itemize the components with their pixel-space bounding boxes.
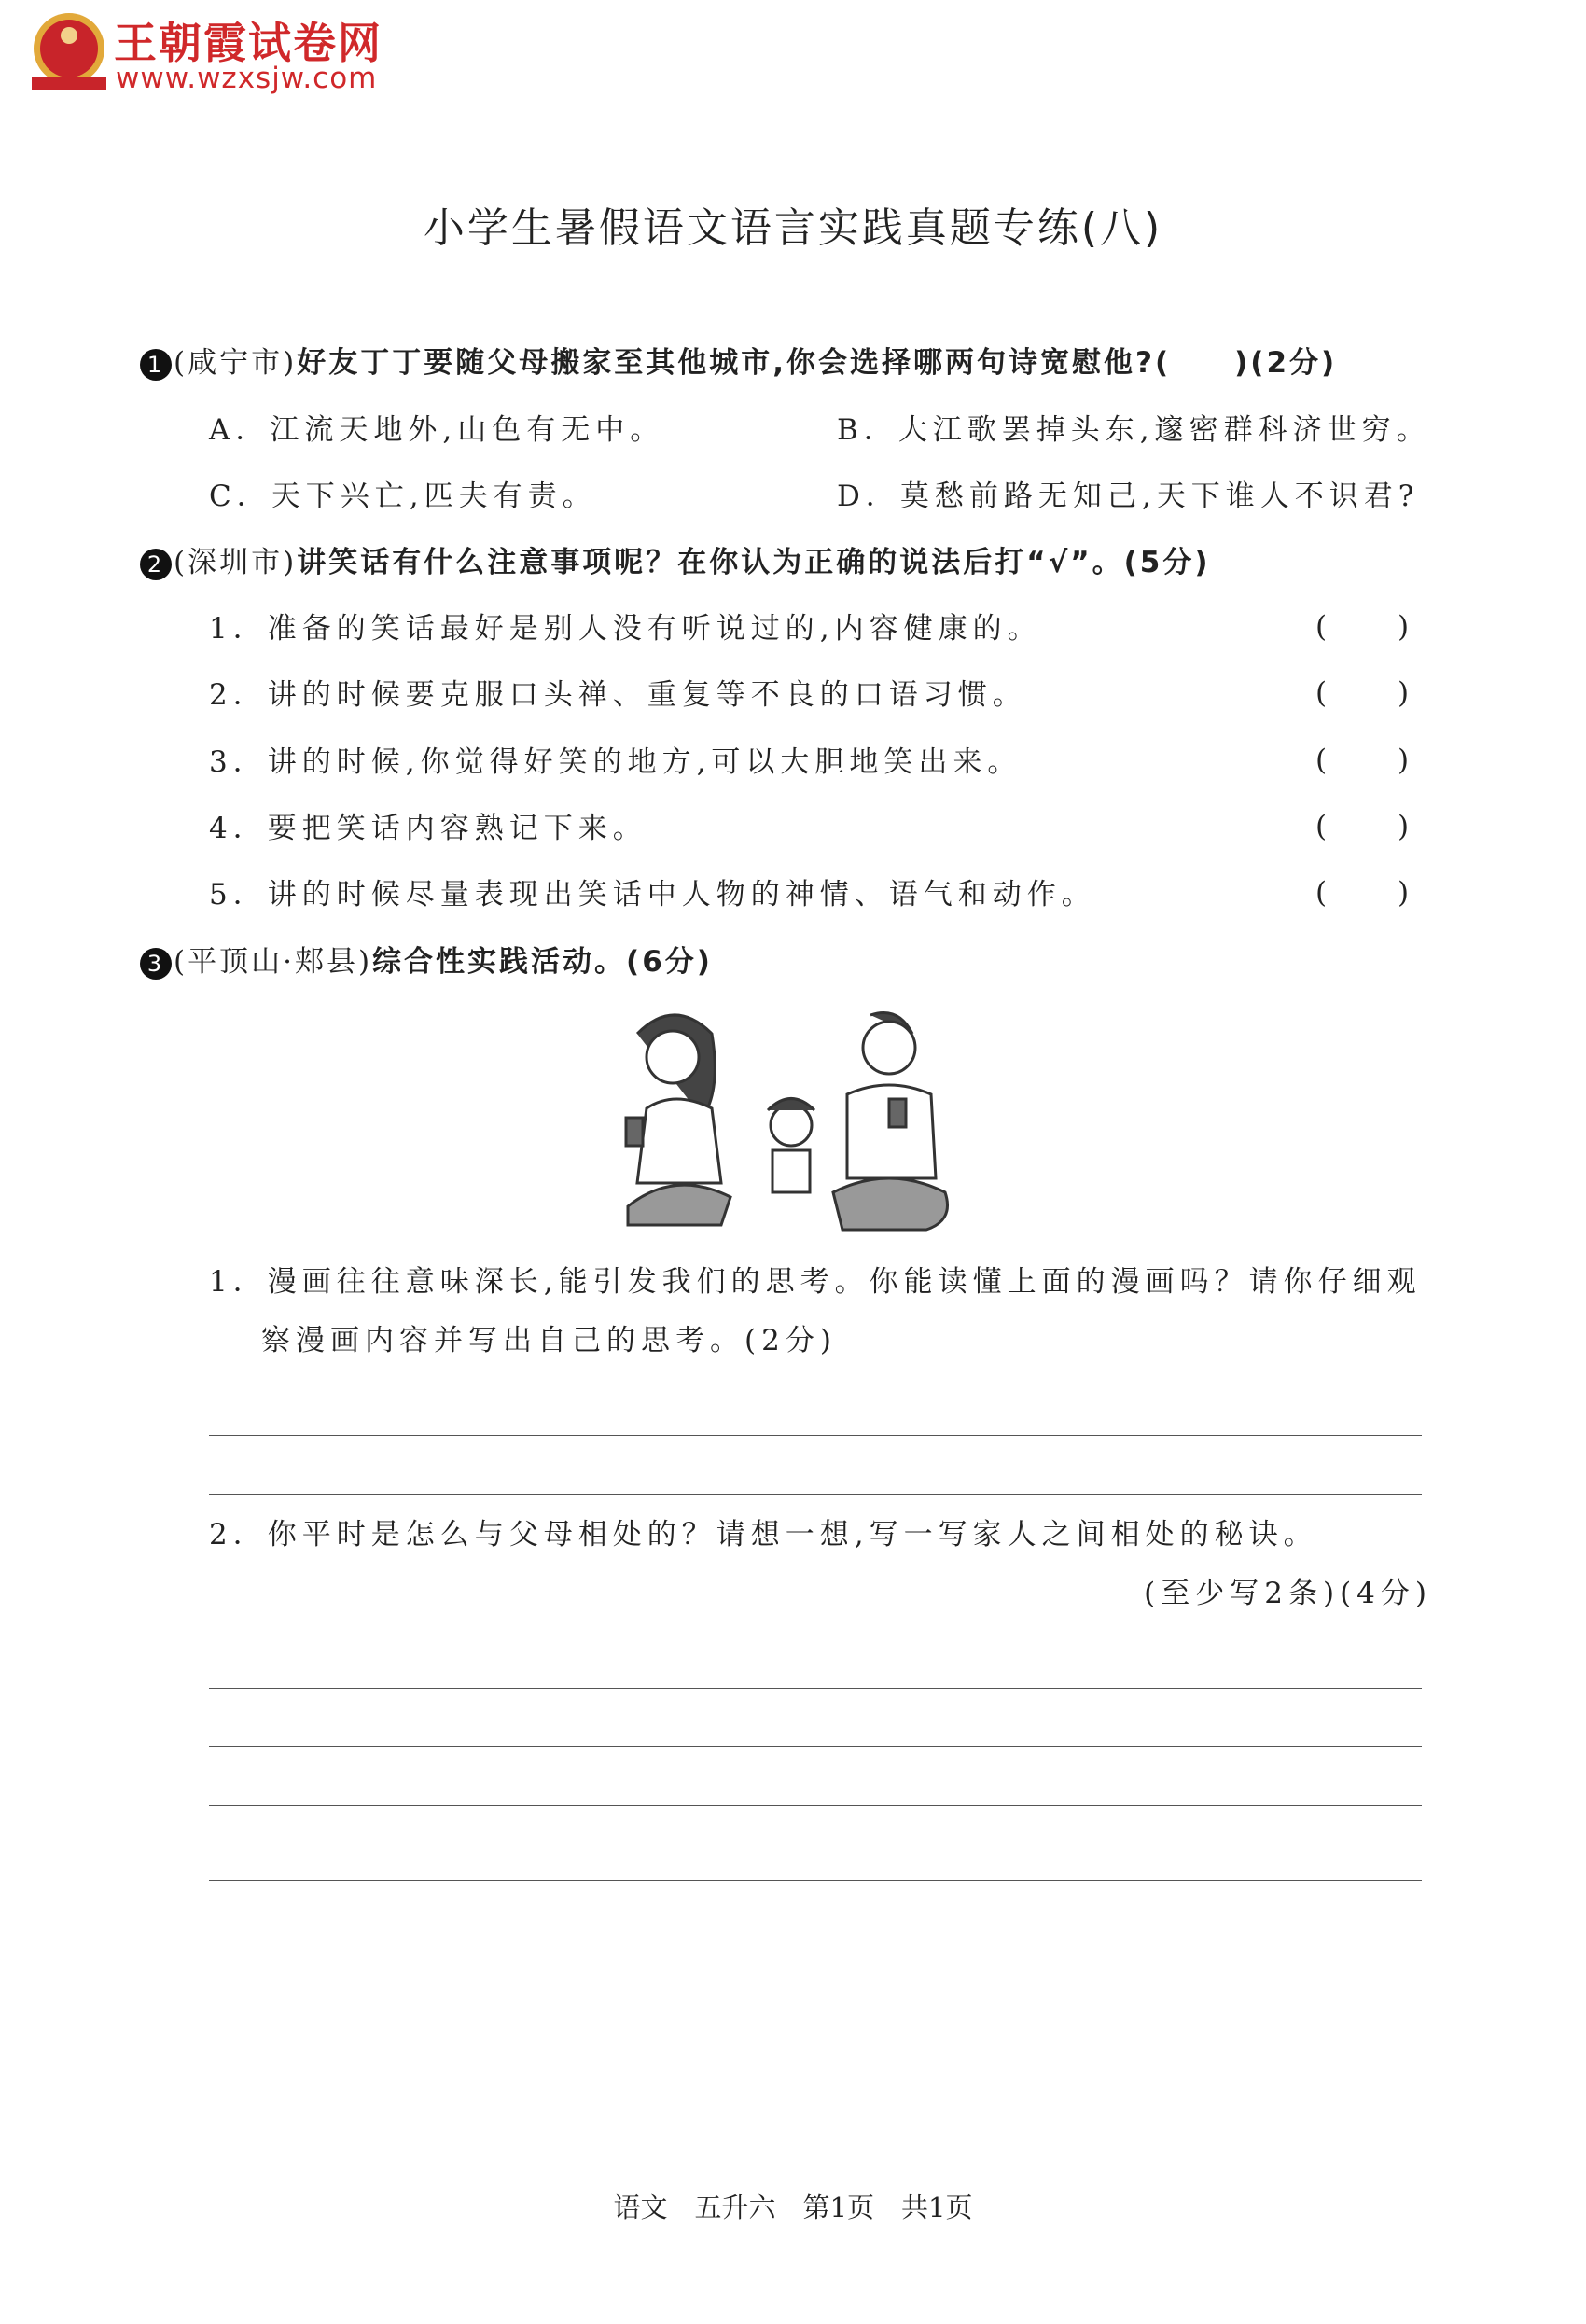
logo-url: www.wzxsjw.com <box>116 62 378 95</box>
page-footer: 语文 五升六 第1页 共1页 <box>613 2192 973 2223</box>
answer-paren-close: ) <box>1398 676 1410 710</box>
answer-paren-open[interactable]: ( <box>1315 810 1328 843</box>
logo <box>26 9 112 99</box>
question-source: (咸宁市) <box>174 346 298 380</box>
option-c: C．天下兴亡,匹夫有责。 <box>209 480 597 513</box>
statement-item: 3．讲的时候,你觉得好笑的地方,可以大胆地笑出来。 <box>209 745 1023 779</box>
answer-paren-open[interactable]: ( <box>1315 610 1328 644</box>
answer-line[interactable] <box>209 1688 1422 1689</box>
statement-item: 2．讲的时候要克服口头禅、重复等不良的口语习惯。 <box>209 678 1027 712</box>
option-b: B．大江歌罢掉头东,邃密群科济世穷。 <box>837 413 1431 447</box>
question-3 <box>140 943 713 981</box>
question-number: 3 <box>140 948 172 980</box>
subquestion-2-line-2: (至少写2条)(4分) <box>1144 1577 1432 1610</box>
question-text: 综合性实践活动。(6分) <box>372 945 713 979</box>
answer-line[interactable] <box>209 1805 1422 1806</box>
question-number: 1 <box>140 349 172 381</box>
question-number: 2 <box>140 549 172 580</box>
logo-seal-icon <box>26 9 112 95</box>
statement-item: 4．要把笑话内容熟记下来。 <box>209 812 647 845</box>
answer-paren-open[interactable]: ( <box>1315 676 1328 710</box>
answer-line[interactable] <box>209 1494 1422 1495</box>
statement-item: 5．讲的时候尽量表现出笑话中人物的神情、语气和动作。 <box>209 878 1096 912</box>
answer-paren-close: ) <box>1398 876 1410 910</box>
option-d: D．莫愁前路无知己,天下谁人不识君? <box>837 480 1420 513</box>
answer-line[interactable] <box>209 1746 1422 1747</box>
answer-paren-close: ) <box>1398 610 1410 644</box>
answer-line[interactable] <box>209 1435 1422 1436</box>
family-cartoon-illustration <box>609 1006 964 1241</box>
option-a: A．江流天地外,山色有无中。 <box>209 413 665 447</box>
subquestion-2-line-1: 2．你平时是怎么与父母相处的？请想一想,写一写家人之间相处的秘诀。 <box>209 1518 1318 1552</box>
question-2 <box>140 544 1211 581</box>
answer-line[interactable] <box>209 1880 1422 1881</box>
answer-paren-close: ) <box>1398 744 1410 777</box>
answer-paren-open[interactable]: ( <box>1315 876 1328 910</box>
answer-paren-open[interactable]: ( <box>1315 744 1328 777</box>
question-1 <box>140 344 1337 382</box>
question-source: (深圳市) <box>174 546 298 579</box>
question-source: (平顶山·郏县) <box>174 945 373 979</box>
question-text: 讲笑话有什么注意事项呢？在你认为正确的说法后打“√”。(5分) <box>297 546 1211 579</box>
answer-paren-close: ) <box>1398 810 1410 843</box>
statement-item: 1．准备的笑话最好是别人没有听说过的,内容健康的。 <box>209 612 1042 646</box>
subquestion-1-line-2: 察漫画内容并写出自己的思考。(2分) <box>261 1324 837 1357</box>
page-title: 小学生暑假语文语言实践真题专练(八) <box>423 204 1163 252</box>
subquestion-1-line-1: 1．漫画往往意味深长,能引发我们的思考。你能读懂上面的漫画吗？请你仔细观 <box>209 1265 1422 1299</box>
question-text: 好友丁丁要随父母搬家至其他城市,你会选择哪两句诗宽慰他?( )(2分) <box>297 346 1338 380</box>
logo-name: 王朝霞试卷网 <box>114 18 383 68</box>
